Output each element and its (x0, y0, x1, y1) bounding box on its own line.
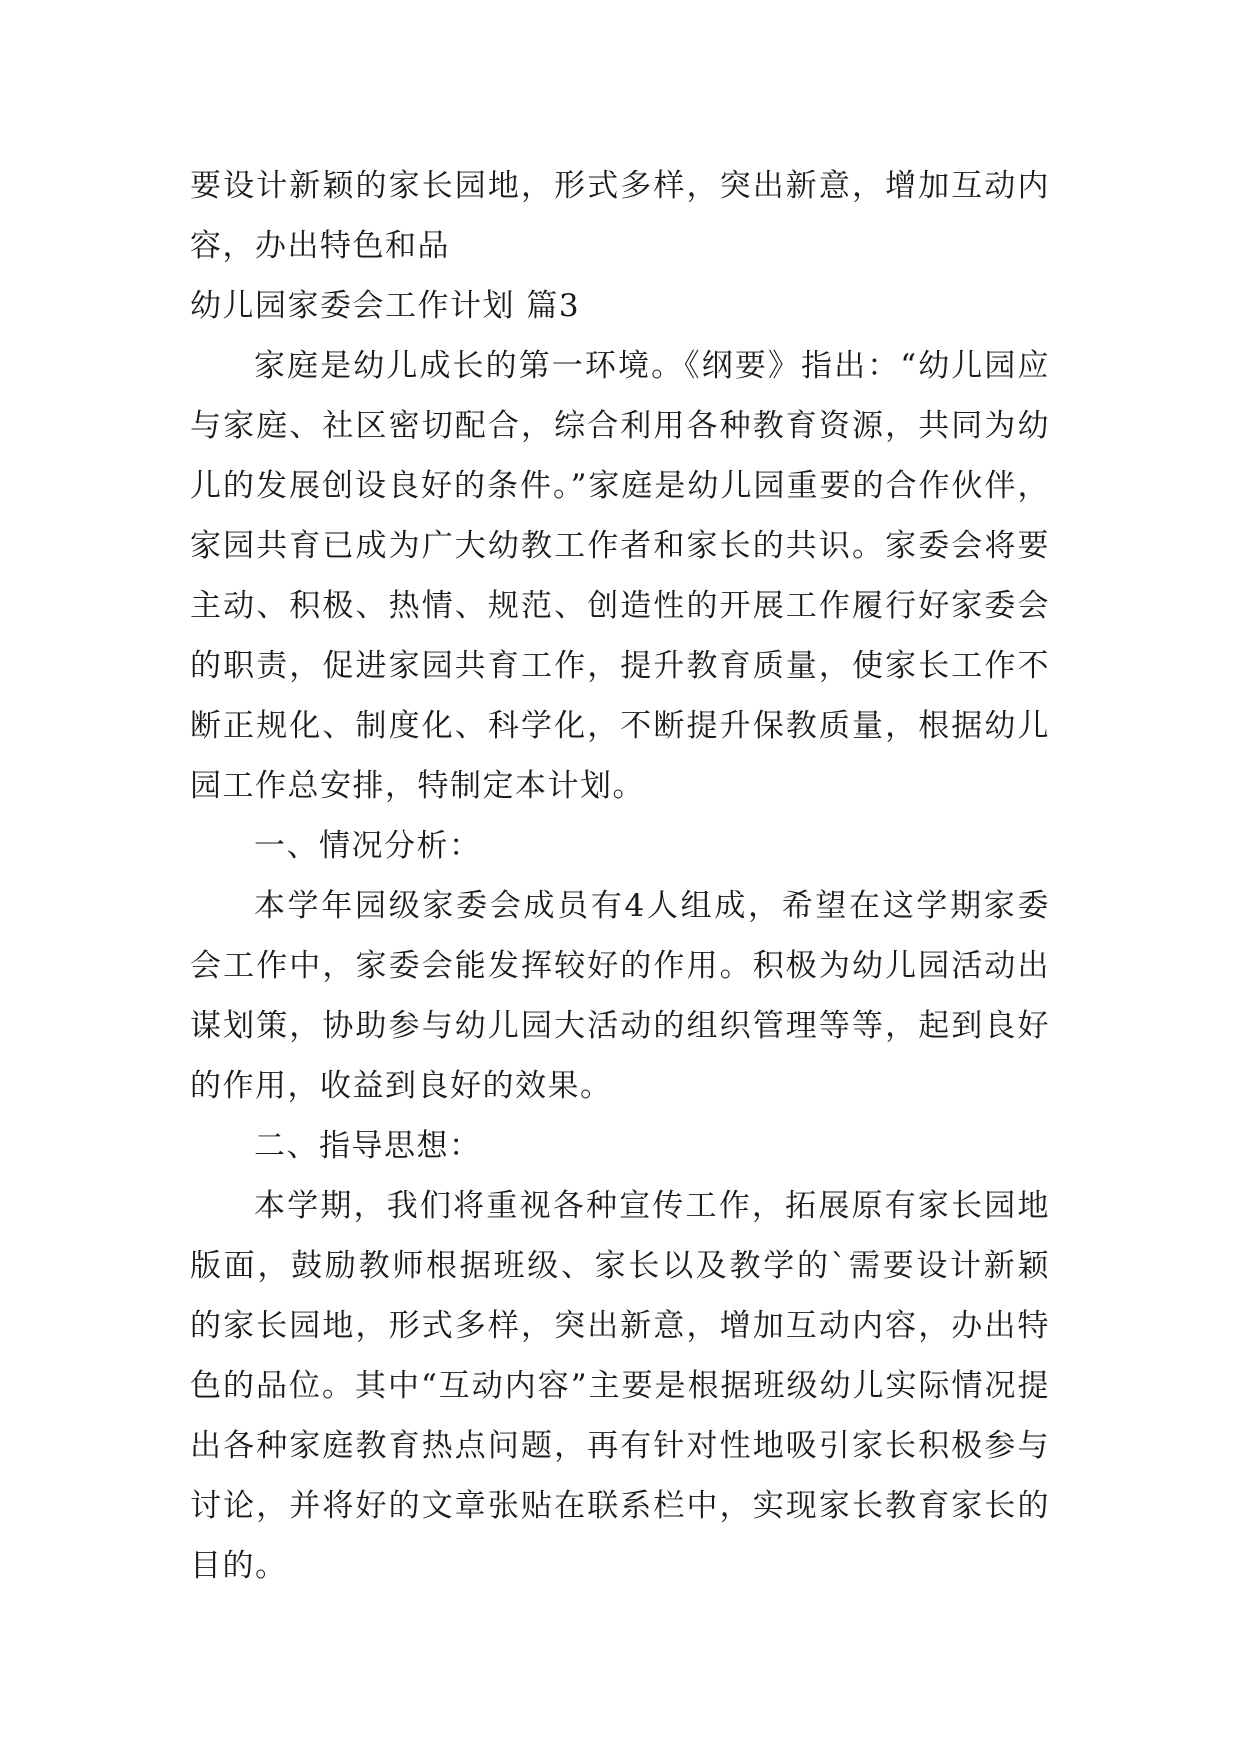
heading-situation-analysis: 一、情况分析： (254, 828, 482, 864)
paragraph-guiding-thought: 本学期，我们将重视各种宣传工作，拓展原有家长园地版面，鼓励教师根据班级、家长以及教学的`需要设计新颖的家长园地，形式多样，突出新意，增加互动内容，办出特色的品位。其中“互动内容”主要是根据班级幼儿实际情况提出各种家庭教育热点问题，再有针对性地吸引家长积极参与讨论，并将好的文章张贴在联系栏中，实现家长教育家长的目的。 (190, 1188, 1050, 1584)
paragraph-situation-analysis: 本学年园级家委会成员有4人组成，希望在这学期家委会工作中，家委会能发挥较好的作用。积极为幼儿园活动出谋划策，协助参与幼儿园大活动的组织管理等等，起到良好的作用，收益到良好的效果。 (190, 888, 1050, 1104)
heading-guiding-thought: 二、指导思想： (254, 1128, 482, 1164)
intro-paragraph: 家庭是幼儿成长的第一环境。《纲要》指出：“幼儿园应与家庭、社区密切配合，综合利用各种教育资源，共同为幼儿的发展创设良好的条件。”家庭是幼儿园重要的合作伙伴，家园共育已成为广大幼教工作者和家长的共识。家委会将要主动、积极、热情、规范、创造性的开展工作履行好家委会的职责，促进家园共育工作，提升教育质量，使家长工作不断正规化、制度化、科学化，不断提升保教质量，根据幼儿园工作总安排，特制定本计划。 (190, 348, 1050, 804)
section-title: 幼儿园家委会工作计划 篇3 (190, 288, 581, 324)
document-body (190, 156, 1050, 1596)
continuation-text: 要设计新颖的家长园地，形式多样，突出新意，增加互动内容，办出特色和品 (190, 168, 1050, 264)
